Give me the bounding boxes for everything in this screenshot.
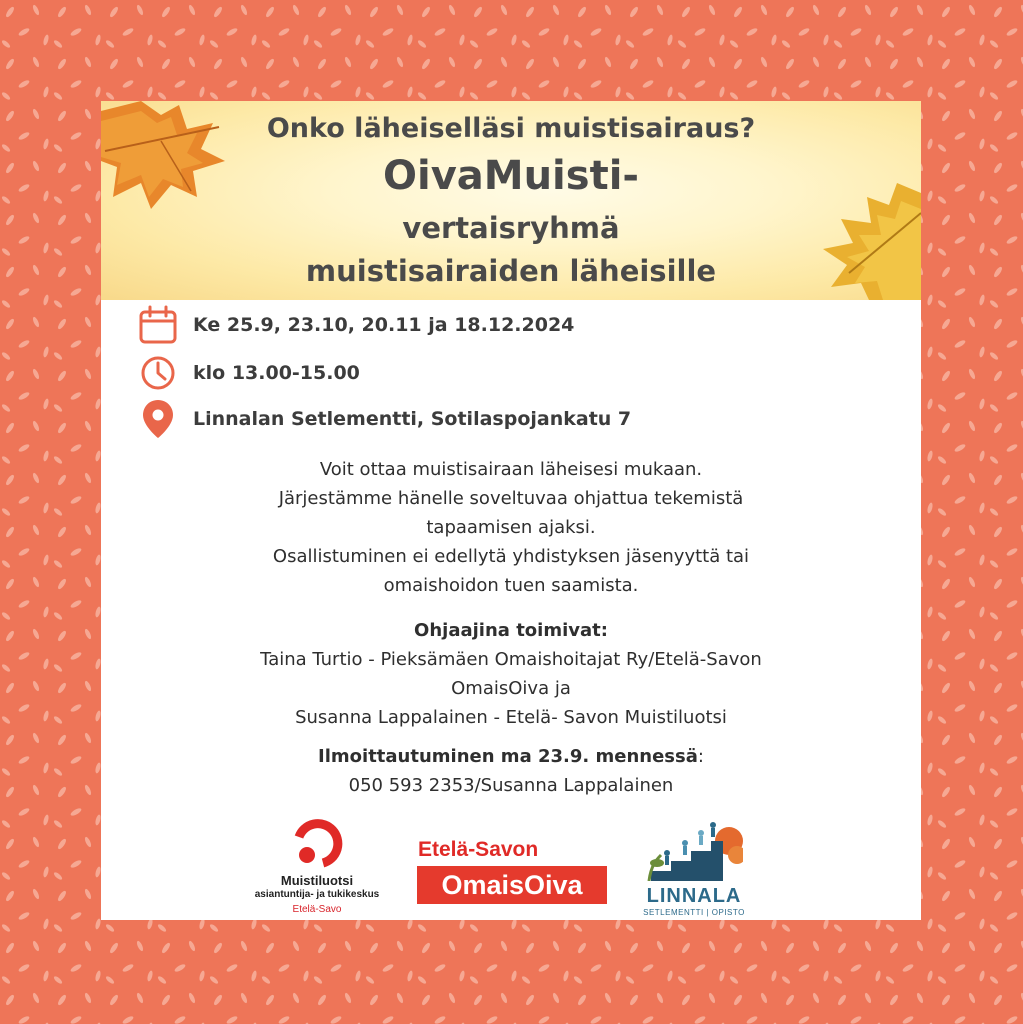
muistiluotsi-sub: asiantuntija- ja tukikeskus <box>254 889 380 900</box>
event-card <box>101 101 921 920</box>
description-line: Voit ottaa muistisairaan läheisesi mukaan. <box>319 459 703 480</box>
location-pin-icon <box>137 398 179 440</box>
banner-question: Onko läheiselläsi muistisairaus? <box>266 113 756 144</box>
description-line: omaishoidon tuen saamista. <box>383 575 639 596</box>
omaisoiva-logo <box>414 836 610 908</box>
linnala-illustration-icon <box>647 815 743 881</box>
omaisoiva-name: OmaisOiva <box>417 866 607 904</box>
dates-text: Ke 25.9, 23.10, 20.11 ja 18.12.2024 <box>193 314 575 336</box>
registration-colon: : <box>697 746 704 767</box>
clock-icon <box>137 352 179 394</box>
banner-subtitle-line1: vertaisryhmä <box>402 211 620 245</box>
header-banner <box>101 101 921 300</box>
dates-row <box>137 305 574 345</box>
linnala-sub: SETLEMENTTI | OPISTO <box>643 908 745 917</box>
description-line: tapaamisen ajaksi. <box>426 517 596 538</box>
muistiluotsi-region: Etelä-Savo <box>292 904 342 915</box>
registration-block <box>101 742 921 800</box>
linnala-logo <box>639 815 749 919</box>
muistiluotsi-logo <box>237 813 397 919</box>
linnala-name: LINNALA <box>646 885 742 907</box>
location-row <box>137 399 631 439</box>
calendar-icon <box>137 304 179 346</box>
leaders-line: Taina Turtio - Pieksämäen Omaishoitajat Ry/Etelä-Savon <box>260 649 762 670</box>
omaisoiva-region: Etelä-Savon <box>418 838 539 861</box>
registration-heading: Ilmoittautuminen ma 23.9. mennessä <box>318 746 698 767</box>
registration-heading-line <box>101 742 921 771</box>
muistiluotsi-name: Muistiluotsi <box>280 873 354 888</box>
banner-title: OivaMuisti- <box>382 153 639 199</box>
banner-subtitle-line2: muistisairaiden läheisille <box>305 254 717 288</box>
leaders-line: Susanna Lappalainen - Etelä- Savon Muistiluotsi <box>295 707 727 728</box>
muistiluotsi-mark-icon <box>289 813 347 871</box>
description-block <box>101 455 921 600</box>
time-row <box>137 353 360 393</box>
leaders-heading: Ohjaajina toimivat: <box>414 620 608 641</box>
leaders-line: OmaisOiva ja <box>451 678 571 699</box>
description-line: Järjestämme hänelle soveltuvaa ohjattua tekemistä <box>278 488 744 509</box>
leaders-block <box>101 616 921 732</box>
time-text: klo 13.00-15.00 <box>193 362 360 384</box>
location-text: Linnalan Setlementti, Sotilaspojankatu 7 <box>193 408 632 430</box>
registration-contact: 050 593 2353/Susanna Lappalainen <box>348 775 674 796</box>
description-line: Osallistuminen ei edellytä yhdistyksen jäsenyyttä tai <box>272 546 750 567</box>
